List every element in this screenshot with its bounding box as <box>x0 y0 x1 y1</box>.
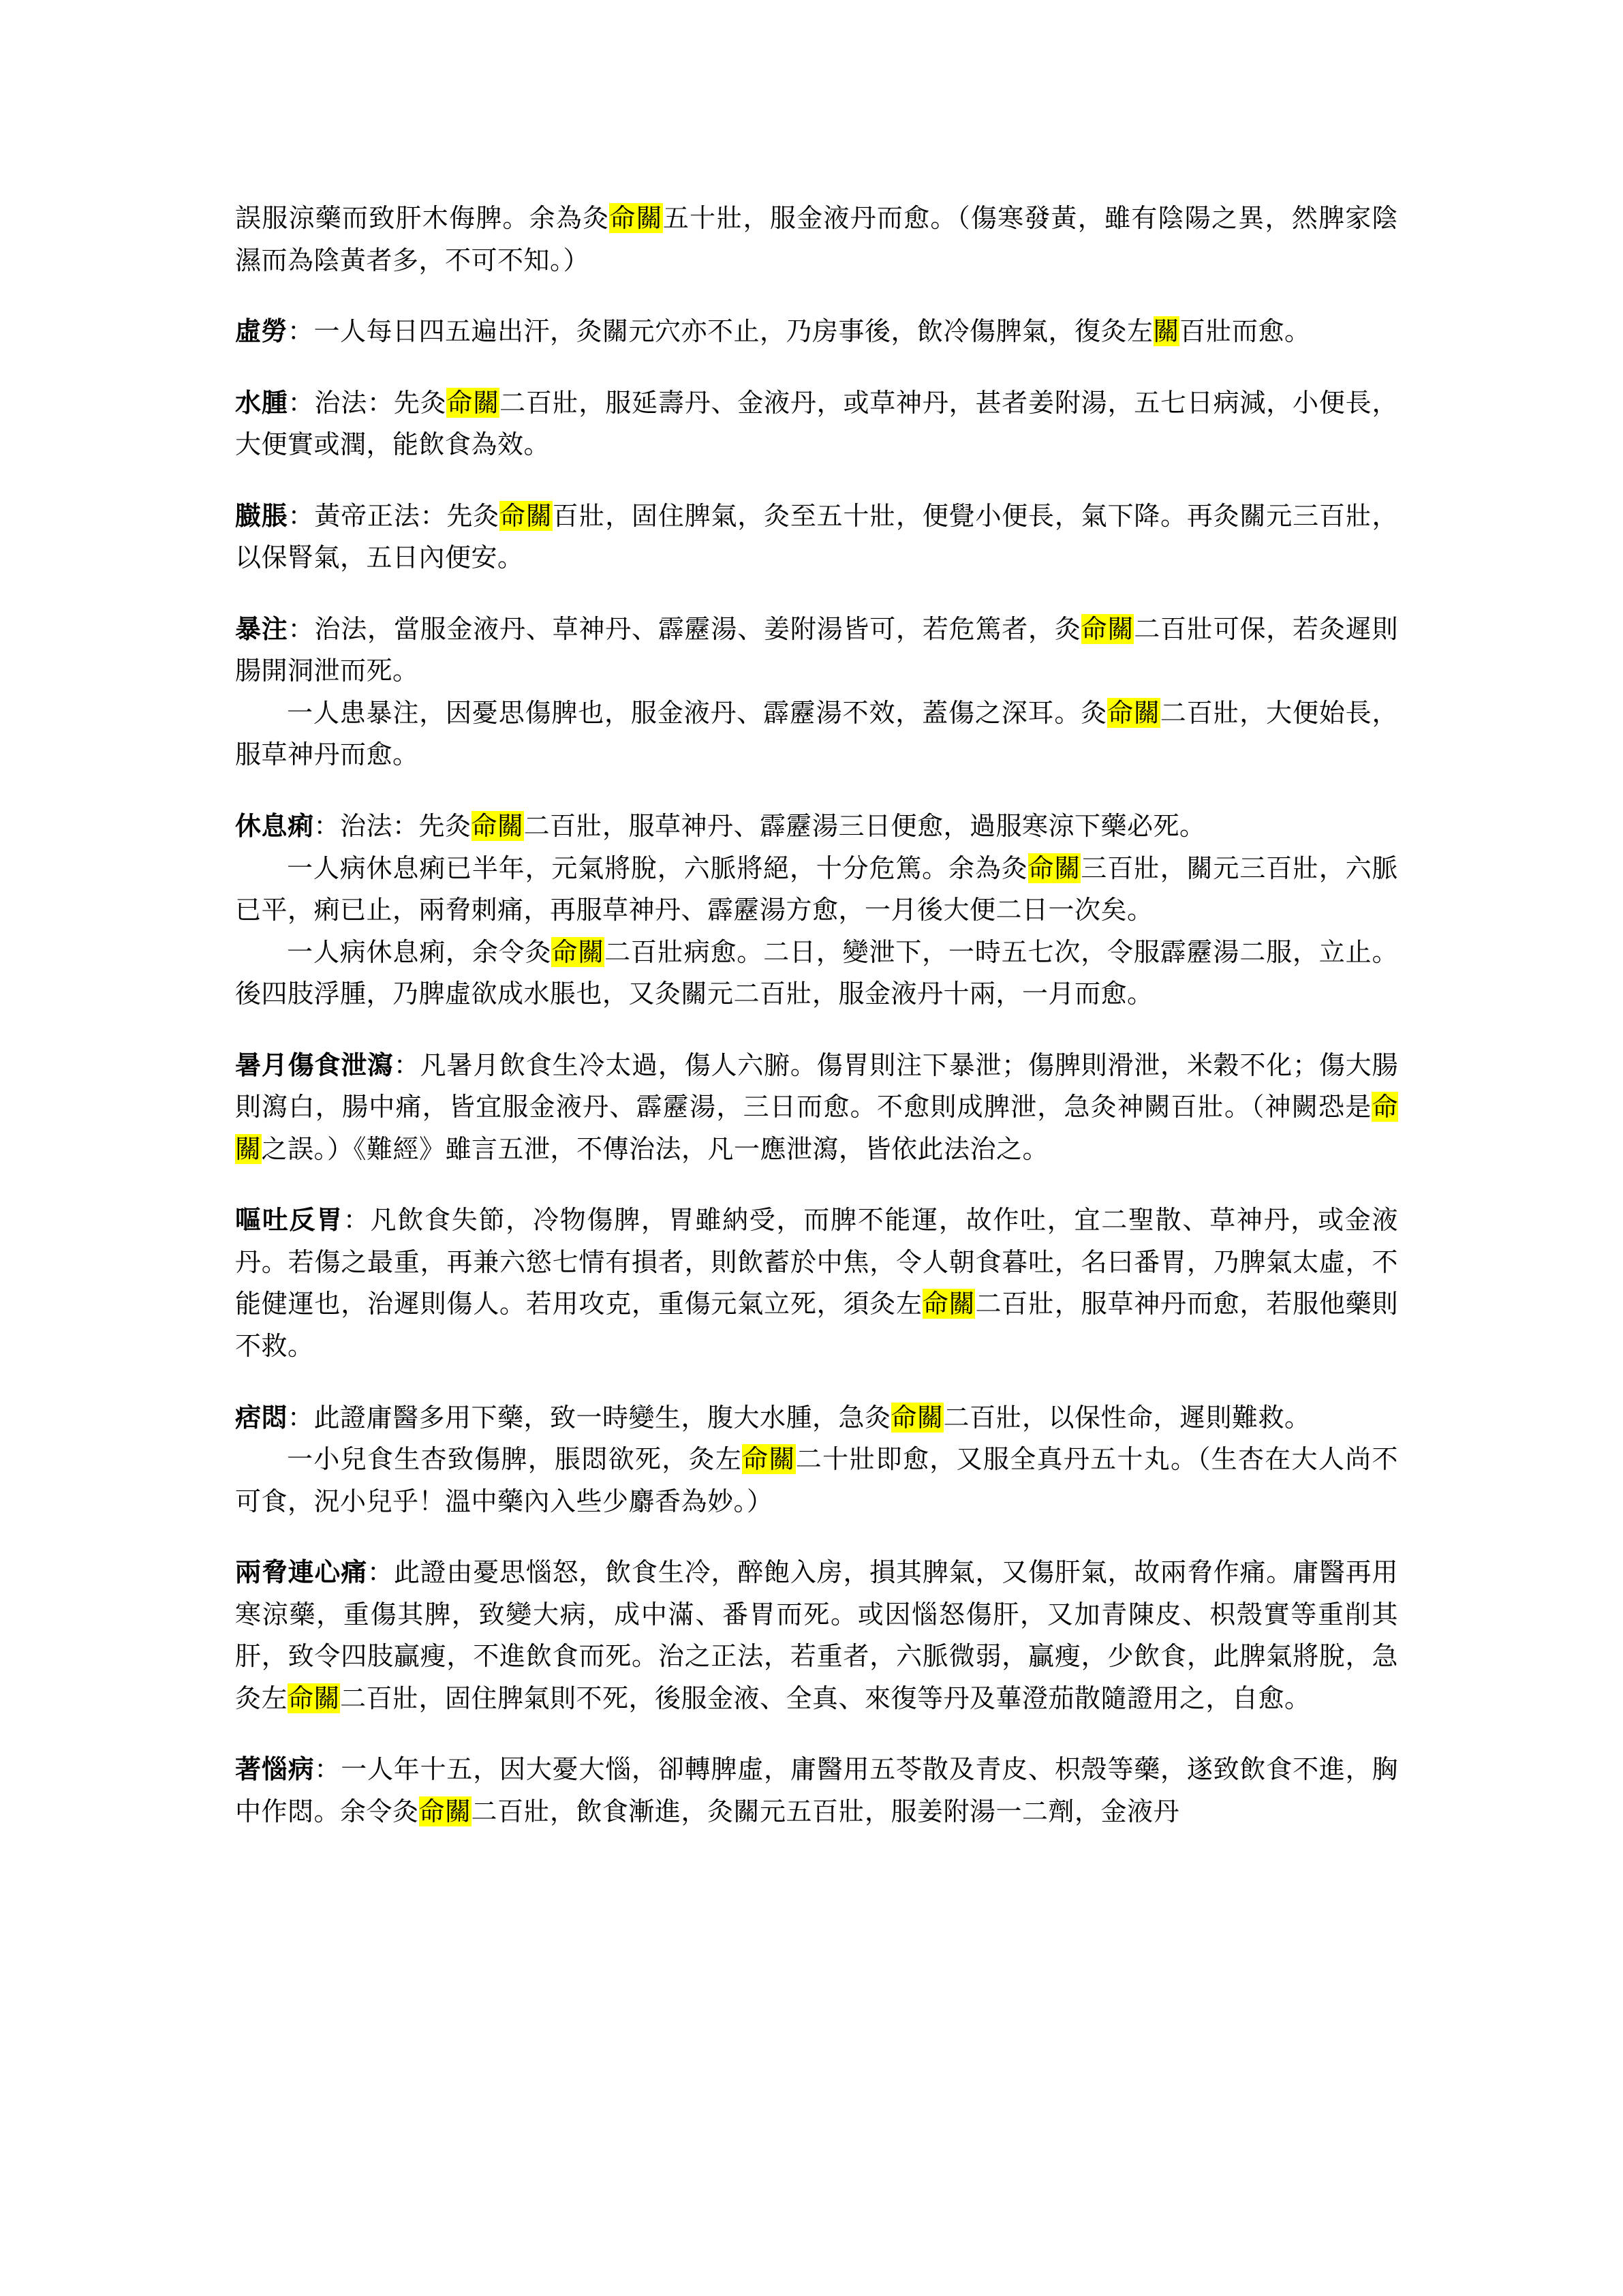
text-run: ：凡暑月飲食生冷太過，傷人六腑。傷胃則注下暴泄；傷脾則滑泄，米穀不化；傷大腸則瀉白，腸中痛，皆宜服金液丹、霹靂湯，三日而愈。不愈則成脾泄，急灸神闕百壯。（神闕恐是 <box>235 1050 1398 1122</box>
text-run: ：一人每日四五遍出汗，灸關元穴亦不止，乃房事後，飲冷傷脾氣，復灸左 <box>288 316 1154 347</box>
paragraph-line <box>235 316 1311 346</box>
paragraph <box>235 1551 1398 1719</box>
text-run: 百壯而愈。 <box>1179 316 1311 347</box>
text-run: 二百壯，以保性命，遲則難救。 <box>943 1402 1311 1433</box>
text-run: 二百壯可保，若灸遲則腸開洞泄而死。 <box>235 613 1398 686</box>
highlighted-term: 命關 <box>891 1402 944 1433</box>
text-run: 一人病休息痢，余令灸 <box>287 936 552 967</box>
text-run: 二百壯病愈。二日，變泄下，一時五七次，令服霹靂湯二服，立止。後四肢浮腫，乃脾虛欲成水脹也，又灸關元二百壯，服金液丹十兩，一月而愈。 <box>235 936 1398 1009</box>
text-run: 二百壯，大便始長，服草神丹而愈。 <box>235 697 1398 770</box>
paragraph-line <box>235 501 1398 573</box>
text-run: ：此證由憂思惱怒，飲食生冷，醉飽入房，損其脾氣，又傷肝氣，故兩脅作痛。庸醫再用寒涼藥，重傷其脾，致變大病，成中滿、番胃而死。或因惱怒傷肝，又加青陳皮、枳殼實等重削其肝，致令四肢贏瘦，不進飲食而死。治之正法，若重者，六脈微弱，贏瘦，少飲食，此脾氣將脫，急灸左 <box>235 1557 1398 1713</box>
paragraph-line <box>235 1557 1398 1713</box>
paragraph <box>235 608 1398 776</box>
text-run: 一人病休息痢已半年，元氣將脫，六脈將絕，十分危篤。余為灸 <box>287 853 1028 883</box>
paragraph <box>235 310 1398 353</box>
paragraph-line <box>235 203 1398 275</box>
text-run: 百壯，固住脾氣，灸至五十壯，便覺小便長，氣下降。再灸關元三百壯，以保腎氣，五日內便安。 <box>235 500 1398 573</box>
text-run: 二百壯，飲食漸進，灸關元五百壯，服姜附湯一二劑，金液丹 <box>471 1796 1180 1826</box>
highlighted-term: 命關 <box>1081 613 1134 644</box>
paragraph <box>235 1199 1398 1367</box>
paragraph <box>235 1748 1398 1833</box>
text-run: 一人患暴注，因憂思傷脾也，服金液丹、霹靂湯不效，蓋傷之深耳。灸 <box>287 697 1108 728</box>
text-run: 二百壯，服草神丹、霹靂湯三日便愈，過服寒涼下藥必死。 <box>523 811 1206 842</box>
highlighted-term: 關 <box>1153 316 1180 347</box>
section-heading-inline: 兩脅連心痛 <box>235 1557 368 1588</box>
text-run: ：治法：先灸 <box>288 387 447 418</box>
text-run: ：黃帝正法：先灸 <box>288 500 500 531</box>
highlighted-term: 命關 <box>471 811 524 842</box>
paragraph-indented-line <box>235 692 1398 776</box>
paragraph-line <box>235 1403 1311 1433</box>
section-heading-inline: 嘔吐反胃 <box>235 1204 343 1236</box>
paragraph-indented-line <box>235 932 1398 1015</box>
text-run: 二百壯，服草神丹而愈，若服他藥則不救。 <box>235 1289 1398 1362</box>
text-run: 五十壯，服金液丹而愈。（傷寒發黃，雖有陰陽之異，然脾家陰濕而為陰黃者多，不可不知。） <box>235 203 1398 275</box>
paragraph-line <box>235 388 1398 460</box>
paragraph-indented-line <box>235 1439 1398 1522</box>
paragraph <box>235 382 1398 466</box>
highlighted-term: 命關 <box>1107 697 1160 728</box>
section-heading-inline: 著惱病 <box>235 1754 315 1785</box>
text-run: ：治法：先灸 <box>313 811 472 842</box>
text-run: ：治法，當服金液丹、草神丹、霹靂湯、姜附湯皆可，若危篤者，灸 <box>288 613 1081 644</box>
highlighted-term: 命關 <box>499 500 553 531</box>
paragraph <box>235 1044 1398 1171</box>
text-run: 誤服涼藥而致肝木侮脾。余為灸 <box>235 203 610 233</box>
paragraph <box>235 805 1398 1015</box>
text-run: 之誤。）《難經》雖言五泄，不傳治法，凡一應泄瀉，皆依此法治之。 <box>261 1133 1049 1164</box>
document-body <box>235 198 1398 1833</box>
paragraph <box>235 1396 1398 1523</box>
section-heading-inline: 虛勞 <box>235 316 288 347</box>
paragraph-line <box>235 614 1398 686</box>
paragraph <box>235 495 1398 579</box>
highlighted-term: 命關 <box>922 1289 976 1319</box>
highlighted-term: 命關 <box>1027 853 1081 883</box>
highlighted-term: 命關 <box>446 387 500 418</box>
paragraph-line <box>235 1754 1398 1826</box>
paragraph-indented-line <box>235 848 1398 932</box>
text-run: ：一人年十五，因大憂大惱，卻轉脾虛，庸醫用五苓散及青皮、枳殼等藥，遂致飲食不進，胸中作悶。余令灸 <box>235 1754 1398 1826</box>
text-run: ：此證庸醫多用下藥，致一時變生，腹大水腫，急灸 <box>288 1402 891 1433</box>
highlighted-term: 命關 <box>418 1796 472 1826</box>
highlighted-term: 命關 <box>235 1092 1398 1164</box>
text-run: 二十壯即愈，又服全真丹五十丸。（生杏在大人尚不可食，況小兒乎！溫中藥內入些少麝香為妙。） <box>235 1444 1398 1516</box>
highlighted-term: 命關 <box>288 1683 341 1713</box>
section-heading-inline: 休息痢 <box>235 810 314 842</box>
text-run: 二百壯，服延壽丹、金液丹，或草神丹，甚者姜附湯，五七日病減，小便長，大便實或潤，能飲食為效。 <box>235 387 1398 460</box>
section-heading-inline: 臌脹 <box>235 500 288 531</box>
section-heading-inline: 暴注 <box>235 613 288 644</box>
paragraph-line <box>235 1050 1398 1164</box>
highlighted-term: 命關 <box>609 203 663 233</box>
highlighted-term: 命關 <box>742 1444 796 1475</box>
paragraph-line <box>235 811 1206 841</box>
section-heading-inline: 水腫 <box>235 386 288 418</box>
highlighted-term: 命關 <box>551 936 605 967</box>
section-heading-inline: 痞悶 <box>235 1401 288 1433</box>
text-run: 三百壯，關元三百壯，六脈已平，痢已止，兩脅刺痛，再服草神丹、霹靂湯方愈，一月後大便二日一次矣。 <box>235 853 1398 925</box>
text-run: 二百壯，固住脾氣則不死，後服金液、全真、來復等丹及蓽澄茄散隨證用之，自愈。 <box>340 1683 1311 1713</box>
text-run: 一小兒食生杏致傷脾，脹悶欲死，灸左 <box>287 1444 743 1475</box>
paragraph-line <box>235 1205 1398 1361</box>
section-heading-inline: 暑月傷食泄瀉 <box>235 1049 394 1080</box>
text-run: ：凡飲食失節，冷物傷脾，胃雖納受，而脾不能運，故作吐，宜二聖散、草神丹，或金液丹。若傷之最重，再兼六慾七情有損者，則飲蓄於中焦，令人朝食暮吐，名曰番胃，乃脾氣太虛，不能健運也，治遲則傷人。若用攻克，重傷元氣立死，須灸左 <box>235 1205 1398 1319</box>
paragraph <box>235 198 1398 281</box>
